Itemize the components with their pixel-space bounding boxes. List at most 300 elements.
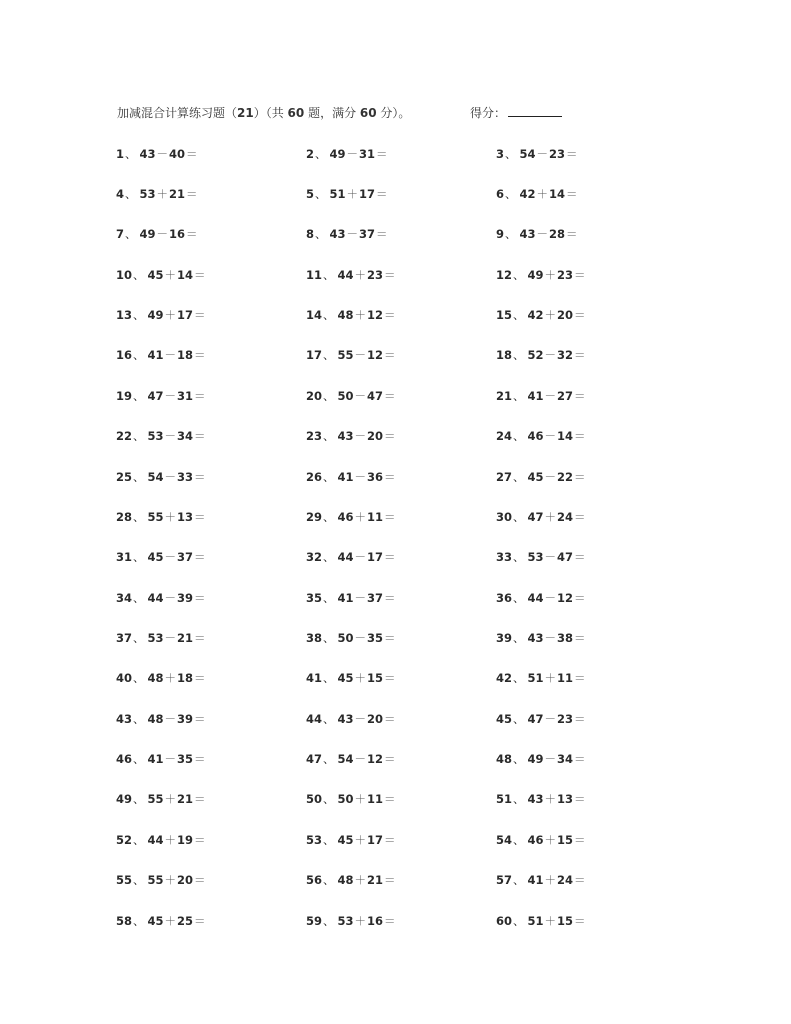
- separator: 、: [315, 227, 327, 241]
- problem-item: [116, 548, 207, 566]
- separator: 、: [513, 308, 525, 322]
- operand-b: 23: [549, 147, 566, 161]
- operand-b: 17: [367, 550, 384, 564]
- operator: ＋: [544, 671, 557, 685]
- problem-item: [496, 669, 587, 687]
- problem-number: 7: [116, 227, 125, 241]
- operator: －: [354, 591, 367, 605]
- operand-b: 33: [177, 470, 194, 484]
- problem-number: 13: [116, 308, 133, 322]
- operator: －: [346, 227, 359, 241]
- problem-number: 43: [116, 712, 133, 726]
- separator: 、: [513, 429, 525, 443]
- equals-sign: ＝: [194, 712, 206, 726]
- operand-a: 43: [527, 631, 544, 645]
- operand-a: 55: [337, 348, 354, 362]
- equals-sign: ＝: [194, 671, 206, 685]
- operator: －: [354, 348, 367, 362]
- operator: －: [544, 591, 557, 605]
- problem-number: 60: [496, 914, 513, 928]
- operand-a: 41: [527, 389, 544, 403]
- operand-a: 44: [337, 550, 354, 564]
- separator: 、: [513, 752, 525, 766]
- operand-a: 44: [147, 833, 164, 847]
- operand-a: 55: [147, 792, 164, 806]
- separator: 、: [323, 510, 335, 524]
- operand-b: 20: [557, 308, 574, 322]
- separator: 、: [513, 792, 525, 806]
- operand-b: 11: [367, 792, 384, 806]
- operand-a: 50: [337, 631, 354, 645]
- problem-number: 44: [306, 712, 323, 726]
- problem-number: 30: [496, 510, 513, 524]
- problem-item: [496, 185, 579, 203]
- problem-number: 40: [116, 671, 133, 685]
- problem-number: 51: [496, 792, 513, 806]
- operand-a: 55: [147, 510, 164, 524]
- operator: ＋: [156, 187, 169, 201]
- operand-a: 52: [527, 348, 544, 362]
- operator: ＋: [164, 671, 177, 685]
- operand-a: 48: [147, 671, 164, 685]
- problem-number: 27: [496, 470, 513, 484]
- operand-a: 45: [147, 268, 164, 282]
- operand-b: 37: [367, 591, 384, 605]
- separator: 、: [133, 550, 145, 564]
- problem-item: [116, 912, 207, 930]
- operator: －: [354, 712, 367, 726]
- problem-item: [306, 508, 397, 526]
- equals-sign: ＝: [384, 752, 396, 766]
- problem-item: [116, 266, 207, 284]
- separator: 、: [323, 631, 335, 645]
- operand-a: 50: [337, 389, 354, 403]
- operand-a: 49: [147, 308, 164, 322]
- problem-number: 21: [496, 389, 513, 403]
- problem-number: 22: [116, 429, 133, 443]
- separator: 、: [133, 671, 145, 685]
- problem-item: [496, 790, 587, 808]
- problem-number: 14: [306, 308, 323, 322]
- operand-b: 17: [177, 308, 194, 322]
- separator: 、: [323, 591, 335, 605]
- problem-number: 2: [306, 147, 315, 161]
- operand-a: 49: [139, 227, 156, 241]
- equals-sign: ＝: [194, 833, 206, 847]
- problem-item: [116, 871, 207, 889]
- problem-number: 36: [496, 591, 513, 605]
- problem-item: [496, 508, 587, 526]
- separator: 、: [125, 187, 137, 201]
- equals-sign: ＝: [384, 510, 396, 524]
- operand-b: 34: [557, 752, 574, 766]
- operand-a: 49: [329, 147, 346, 161]
- problem-item: [116, 346, 207, 364]
- equals-sign: ＝: [574, 671, 586, 685]
- equals-sign: ＝: [194, 268, 206, 282]
- problem-item: [306, 306, 397, 324]
- problem-number: 1: [116, 147, 125, 161]
- equals-sign: ＝: [384, 389, 396, 403]
- equals-sign: ＝: [384, 631, 396, 645]
- operand-a: 45: [147, 914, 164, 928]
- operand-b: 12: [367, 752, 384, 766]
- separator: 、: [133, 873, 145, 887]
- operand-a: 44: [527, 591, 544, 605]
- problem-number: 17: [306, 348, 323, 362]
- title-mid-1: ）（共: [253, 106, 288, 120]
- operator: ＋: [164, 873, 177, 887]
- equals-sign: ＝: [574, 792, 586, 806]
- problem-number: 42: [496, 671, 513, 685]
- operand-b: 20: [367, 429, 384, 443]
- operand-b: 12: [557, 591, 574, 605]
- operand-b: 23: [557, 712, 574, 726]
- operand-a: 48: [337, 308, 354, 322]
- operand-b: 37: [359, 227, 376, 241]
- operator: ＋: [536, 187, 549, 201]
- separator: 、: [323, 550, 335, 564]
- separator: 、: [513, 268, 525, 282]
- separator: 、: [315, 187, 327, 201]
- operand-b: 40: [169, 147, 186, 161]
- problem-number: 56: [306, 873, 323, 887]
- equals-sign: ＝: [574, 914, 586, 928]
- operator: －: [544, 631, 557, 645]
- problem-number: 33: [496, 550, 513, 564]
- problem-item: [496, 145, 579, 163]
- problem-number: 35: [306, 591, 323, 605]
- separator: 、: [323, 792, 335, 806]
- operand-b: 28: [549, 227, 566, 241]
- problem-item: [496, 871, 587, 889]
- operand-a: 53: [147, 429, 164, 443]
- separator: 、: [513, 550, 525, 564]
- operand-a: 49: [527, 268, 544, 282]
- separator: 、: [513, 510, 525, 524]
- equals-sign: ＝: [566, 187, 578, 201]
- operand-a: 50: [337, 792, 354, 806]
- score-label: 得分：: [470, 106, 507, 120]
- operator: ＋: [544, 914, 557, 928]
- title-suffix: 分）。: [376, 106, 411, 120]
- separator: 、: [133, 429, 145, 443]
- equals-sign: ＝: [376, 227, 388, 241]
- operator: －: [164, 470, 177, 484]
- problem-item: [496, 346, 587, 364]
- operator: ＋: [354, 308, 367, 322]
- operator: ＋: [164, 510, 177, 524]
- problem-item: [306, 266, 397, 284]
- operand-b: 21: [177, 631, 194, 645]
- problem-item: [306, 710, 397, 728]
- equals-sign: ＝: [384, 712, 396, 726]
- separator: 、: [513, 914, 525, 928]
- problem-number: 53: [306, 833, 323, 847]
- separator: 、: [133, 792, 145, 806]
- problem-item: [306, 750, 397, 768]
- operand-a: 45: [147, 550, 164, 564]
- problem-number: 16: [116, 348, 133, 362]
- separator: 、: [323, 268, 335, 282]
- operand-b: 47: [367, 389, 384, 403]
- equals-sign: ＝: [384, 873, 396, 887]
- equals-sign: ＝: [566, 227, 578, 241]
- equals-sign: ＝: [566, 147, 578, 161]
- operand-b: 36: [367, 470, 384, 484]
- problem-item: [116, 145, 199, 163]
- problem-item: [306, 790, 397, 808]
- problem-item: [306, 387, 397, 405]
- operator: ＋: [544, 873, 557, 887]
- operand-a: 41: [527, 873, 544, 887]
- operator: －: [156, 227, 169, 241]
- operator: －: [164, 429, 177, 443]
- operator: ＋: [164, 268, 177, 282]
- separator: 、: [323, 348, 335, 362]
- operator: ＋: [544, 268, 557, 282]
- problem-item: [496, 589, 587, 607]
- operand-b: 12: [367, 348, 384, 362]
- problem-item: [306, 225, 389, 243]
- operator: －: [164, 550, 177, 564]
- operand-b: 19: [177, 833, 194, 847]
- problem-number: 59: [306, 914, 323, 928]
- equals-sign: ＝: [376, 187, 388, 201]
- operand-b: 16: [169, 227, 186, 241]
- operand-b: 12: [367, 308, 384, 322]
- problem-item: [116, 669, 207, 687]
- equals-sign: ＝: [376, 147, 388, 161]
- operand-a: 46: [527, 833, 544, 847]
- problem-item: [306, 831, 397, 849]
- equals-sign: ＝: [574, 348, 586, 362]
- equals-sign: ＝: [384, 470, 396, 484]
- problem-number: 57: [496, 873, 513, 887]
- operator: －: [354, 752, 367, 766]
- problem-number: 41: [306, 671, 323, 685]
- operator: ＋: [354, 833, 367, 847]
- equals-sign: ＝: [574, 591, 586, 605]
- operand-a: 54: [337, 752, 354, 766]
- problem-number: 34: [116, 591, 133, 605]
- operand-a: 54: [519, 147, 536, 161]
- problem-item: [116, 225, 199, 243]
- problem-number: 23: [306, 429, 323, 443]
- operand-b: 20: [367, 712, 384, 726]
- equals-sign: ＝: [384, 348, 396, 362]
- operand-b: 17: [359, 187, 376, 201]
- separator: 、: [133, 510, 145, 524]
- problem-number: 47: [306, 752, 323, 766]
- problem-number: 28: [116, 510, 133, 524]
- problem-number: 45: [496, 712, 513, 726]
- problem-number: 18: [496, 348, 513, 362]
- problem-item: [496, 750, 587, 768]
- operand-b: 47: [557, 550, 574, 564]
- operand-a: 51: [329, 187, 346, 201]
- operand-a: 46: [337, 510, 354, 524]
- operand-a: 45: [337, 833, 354, 847]
- problem-number: 55: [116, 873, 133, 887]
- operand-b: 21: [169, 187, 186, 201]
- equals-sign: ＝: [574, 752, 586, 766]
- equals-sign: ＝: [574, 510, 586, 524]
- problem-item: [306, 427, 397, 445]
- problem-item: [496, 710, 587, 728]
- equals-sign: ＝: [384, 268, 396, 282]
- operator: ＋: [544, 308, 557, 322]
- operator: －: [544, 470, 557, 484]
- equals-sign: ＝: [186, 187, 198, 201]
- separator: 、: [323, 712, 335, 726]
- problem-number: 31: [116, 550, 133, 564]
- operand-b: 32: [557, 348, 574, 362]
- problem-number: 29: [306, 510, 323, 524]
- operator: ＋: [354, 792, 367, 806]
- problem-item: [116, 427, 207, 445]
- separator: 、: [133, 712, 145, 726]
- problem-item: [306, 669, 397, 687]
- operator: －: [164, 631, 177, 645]
- operator: －: [544, 389, 557, 403]
- title-mid-2: 题，满分: [304, 106, 360, 120]
- problem-number: 24: [496, 429, 513, 443]
- problem-number: 25: [116, 470, 133, 484]
- operand-b: 21: [177, 792, 194, 806]
- problem-item: [116, 750, 207, 768]
- problem-number: 52: [116, 833, 133, 847]
- equals-sign: ＝: [194, 914, 206, 928]
- separator: 、: [323, 470, 335, 484]
- operand-b: 14: [549, 187, 566, 201]
- operand-a: 41: [147, 752, 164, 766]
- equals-sign: ＝: [186, 227, 198, 241]
- operand-b: 24: [557, 510, 574, 524]
- equals-sign: ＝: [194, 308, 206, 322]
- equals-sign: ＝: [574, 712, 586, 726]
- operator: －: [536, 227, 549, 241]
- equals-sign: ＝: [194, 550, 206, 564]
- operand-b: 14: [557, 429, 574, 443]
- problem-item: [306, 185, 389, 203]
- problem-item: [306, 871, 397, 889]
- equals-sign: ＝: [194, 389, 206, 403]
- operand-a: 44: [337, 268, 354, 282]
- separator: 、: [505, 147, 517, 161]
- operand-a: 43: [337, 712, 354, 726]
- operator: －: [354, 631, 367, 645]
- operator: －: [164, 389, 177, 403]
- operator: ＋: [164, 914, 177, 928]
- operand-b: 16: [367, 914, 384, 928]
- operand-a: 43: [527, 792, 544, 806]
- equals-sign: ＝: [574, 470, 586, 484]
- equals-sign: ＝: [194, 873, 206, 887]
- operator: ＋: [164, 792, 177, 806]
- operator: －: [354, 470, 367, 484]
- operand-a: 54: [147, 470, 164, 484]
- operand-a: 42: [519, 187, 536, 201]
- operand-b: 22: [557, 470, 574, 484]
- separator: 、: [133, 914, 145, 928]
- operand-a: 47: [527, 510, 544, 524]
- operand-b: 21: [367, 873, 384, 887]
- problem-number: 9: [496, 227, 505, 241]
- equals-sign: ＝: [574, 308, 586, 322]
- total-questions: 60: [287, 106, 305, 120]
- equals-sign: ＝: [194, 470, 206, 484]
- separator: 、: [513, 591, 525, 605]
- separator: 、: [505, 187, 517, 201]
- operand-b: 35: [367, 631, 384, 645]
- separator: 、: [133, 631, 145, 645]
- operand-a: 47: [527, 712, 544, 726]
- separator: 、: [323, 752, 335, 766]
- operand-a: 44: [147, 591, 164, 605]
- equals-sign: ＝: [384, 550, 396, 564]
- equals-sign: ＝: [574, 631, 586, 645]
- separator: 、: [133, 591, 145, 605]
- equals-sign: ＝: [194, 792, 206, 806]
- full-score: 60: [359, 106, 377, 120]
- equals-sign: ＝: [384, 833, 396, 847]
- operator: ＋: [354, 268, 367, 282]
- equals-sign: ＝: [384, 429, 396, 443]
- title-text: [117, 106, 410, 120]
- operand-a: 53: [527, 550, 544, 564]
- problem-number: 6: [496, 187, 505, 201]
- operand-b: 14: [177, 268, 194, 282]
- problem-item: [306, 589, 397, 607]
- separator: 、: [513, 389, 525, 403]
- problem-number: 54: [496, 833, 513, 847]
- equals-sign: ＝: [574, 833, 586, 847]
- operand-b: 13: [557, 792, 574, 806]
- operand-a: 43: [519, 227, 536, 241]
- problem-number: 4: [116, 187, 125, 201]
- operator: －: [354, 389, 367, 403]
- problem-item: [116, 790, 207, 808]
- operator: ＋: [354, 914, 367, 928]
- operand-b: 18: [177, 671, 194, 685]
- equals-sign: ＝: [186, 147, 198, 161]
- operator: －: [164, 591, 177, 605]
- operand-b: 18: [177, 348, 194, 362]
- operand-b: 20: [177, 873, 194, 887]
- operand-a: 41: [337, 470, 354, 484]
- operand-a: 42: [527, 308, 544, 322]
- problem-number: 5: [306, 187, 315, 201]
- problem-number: 11: [306, 268, 323, 282]
- operand-b: 23: [557, 268, 574, 282]
- operator: ＋: [544, 792, 557, 806]
- equals-sign: ＝: [194, 591, 206, 605]
- separator: 、: [513, 671, 525, 685]
- score-blank-line[interactable]: [508, 104, 562, 117]
- problem-number: 26: [306, 470, 323, 484]
- operand-b: 39: [177, 712, 194, 726]
- operator: －: [354, 429, 367, 443]
- operand-a: 53: [147, 631, 164, 645]
- operator: ＋: [164, 833, 177, 847]
- separator: 、: [513, 470, 525, 484]
- operator: －: [346, 147, 359, 161]
- operand-b: 15: [557, 833, 574, 847]
- operator: －: [544, 712, 557, 726]
- operand-b: 38: [557, 631, 574, 645]
- equals-sign: ＝: [384, 792, 396, 806]
